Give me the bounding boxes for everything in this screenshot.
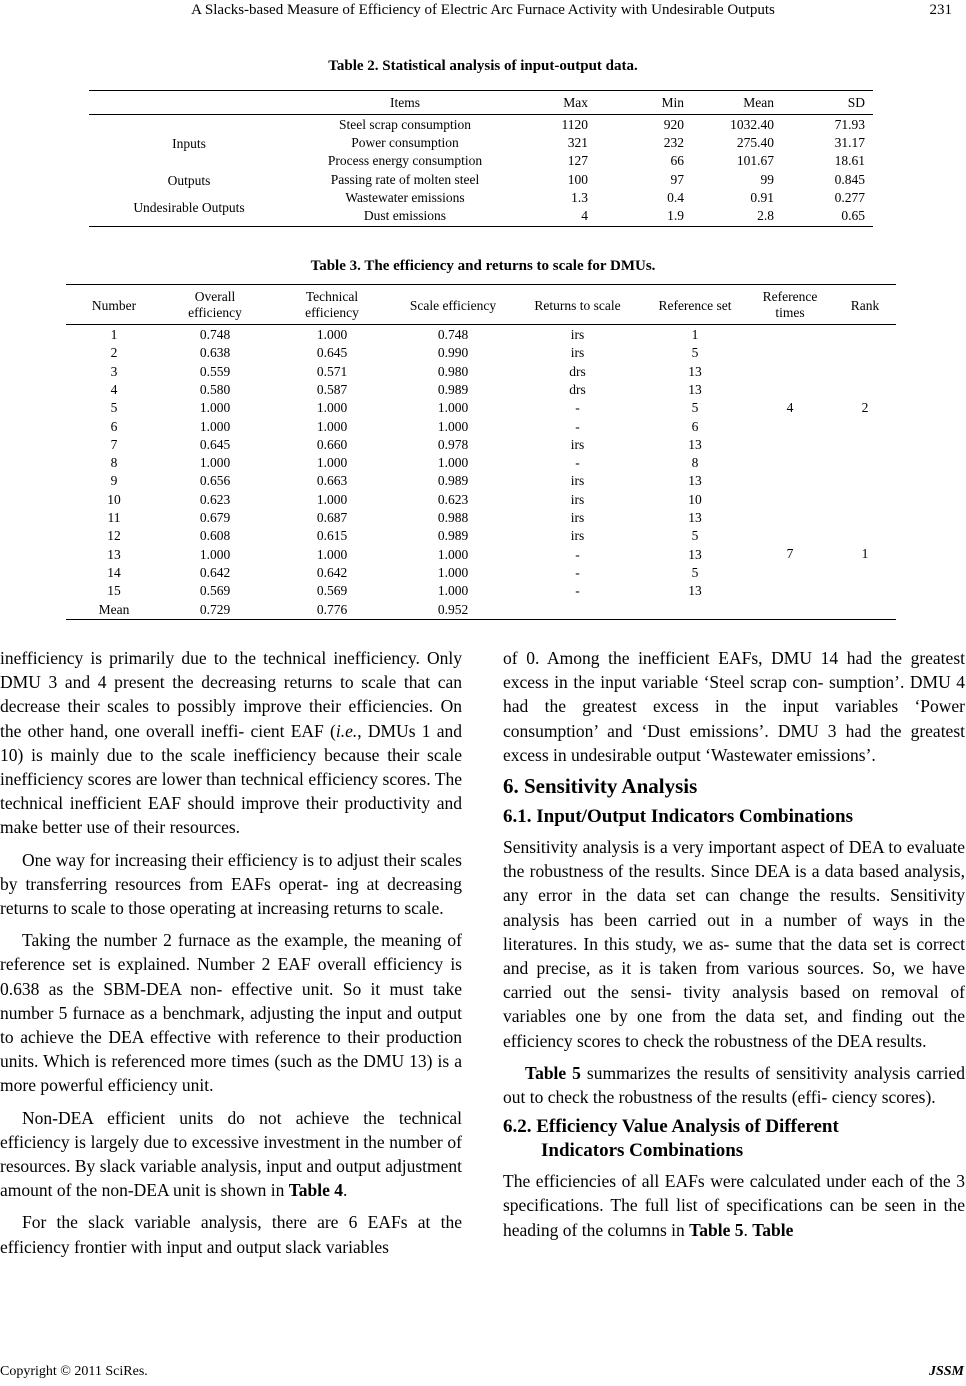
table3-scale: 0.990: [437, 345, 469, 361]
text: .: [343, 1180, 348, 1201]
table3-technical: 0.642: [316, 564, 348, 580]
table3-rts: irs: [570, 528, 585, 544]
table3-overall: 0.638: [199, 345, 231, 361]
table3-header-rts: Returns to scale: [534, 298, 621, 313]
table3-rank: 2: [861, 400, 869, 415]
table3-refset: 5: [691, 528, 699, 544]
table3-header-refset: Reference set: [658, 298, 732, 313]
section-heading: 6. Sensitivity Analysis: [503, 774, 698, 799]
left-paragraph-4: [0, 1106, 462, 1203]
table2-bottom-rule: [89, 226, 873, 227]
table3-scale: 0.989: [437, 473, 469, 489]
right-paragraph-2: Sensitivity analysis is a very important aspect of DEA to evaluate the robustness of the results. Since DEA is a data based analysis, any error in the data set can change the results. Sensitivity analysis has been carried out in a number of ways in the literatures. In this study, we as- sume that the data set is correct and precise, as it is taken from various sources. So, we have carried out the sensi- tivity analysis based on removal of variables one by one from the data set, and finding out the efficiency scores to check the robustness of the DEA results.: [503, 837, 965, 1051]
table3-overall: 0.559: [199, 363, 231, 379]
table3-rts: irs: [570, 327, 585, 342]
table3-technical: 0.615: [316, 528, 348, 544]
table2-mean: 1032.40: [730, 117, 774, 132]
left-paragraph-1: [0, 646, 462, 840]
table2-header-min: Min: [661, 95, 684, 110]
subsection-heading-6-2: [503, 1115, 965, 1163]
table3-technical: 0.587: [316, 381, 348, 397]
table3-overall: 0.642: [199, 564, 231, 580]
table2-sd: 18.61: [834, 153, 865, 168]
text: , DMUs 1 and 10) is mainly due to the scale inefficiency because their scale inefficiency scores are lower than technical efficiency scores. The technical inefficient EAF should improve their productivity and make better use of their resources.: [0, 720, 463, 838]
table3-header-number: Number: [91, 298, 137, 313]
table3-number: 1: [110, 327, 118, 342]
table3-header-technical-2: efficiency: [305, 305, 359, 320]
table3-header-overall: Overall: [194, 289, 236, 304]
table2-mean: 99: [760, 172, 774, 187]
table3-rts: -: [575, 546, 580, 562]
text: The efficiencies of all EAFs were calculated under each of the 3 specifications. The full list of specifications can be seen in the heading of the columns in: [503, 1171, 965, 1240]
table-reference: Table: [752, 1219, 794, 1240]
table3-overall: 1.000: [199, 546, 231, 562]
table-reference: Table 5: [525, 1062, 581, 1083]
table2-max: 100: [567, 172, 588, 187]
table3-number: 14: [107, 564, 121, 580]
table3-number: 12: [107, 528, 121, 544]
table3-scale: 0.952: [437, 601, 469, 617]
table2-header-rule: [89, 114, 873, 115]
table2-item: Wastewater emissions: [345, 190, 465, 205]
table3-number: 4: [110, 381, 118, 397]
table3-technical: 0.660: [316, 436, 348, 452]
subsection-heading-6-1: 6.1. Input/Output Indicators Combinations: [503, 806, 854, 828]
table2-max: 1120: [561, 117, 588, 132]
table2-group-outputs: Outputs: [167, 173, 211, 188]
table3-number: 7: [110, 436, 118, 452]
text: inefficiency is primarily due to the technical inefficiency. Only DMU 3 and 4 present the decreasing returns to scale that can decrease their scales to possibly improve their efficiencies. On the other hand, one overall ineffi- cient EAF (: [0, 648, 462, 741]
table3-rts: irs: [570, 473, 585, 489]
table2-item: Steel scrap consumption: [339, 117, 471, 132]
table3-header-rank: Rank: [850, 298, 880, 313]
table2-min: 66: [670, 153, 684, 168]
table3-overall: 0.748: [199, 327, 231, 342]
table3-technical: 1.000: [316, 455, 348, 471]
table3-refset: 13: [688, 381, 702, 397]
table3-scale: 0.988: [437, 510, 469, 525]
table3-refset: 5: [691, 345, 699, 361]
table3-refset: 8: [691, 455, 699, 471]
table3-rank: 1: [861, 546, 869, 561]
table2-header-items: Items: [390, 95, 420, 110]
table2-header-sd: SD: [847, 95, 865, 110]
table2-mean: 275.40: [736, 135, 774, 150]
table3-refset: 13: [688, 363, 702, 379]
table2-mean: 101.67: [736, 153, 774, 168]
table3-rts: -: [575, 418, 580, 434]
table3-scale: 1.000: [437, 418, 469, 434]
table2-sd: 0.65: [841, 208, 865, 223]
table3-number: 6: [110, 418, 118, 434]
left-column: [0, 646, 462, 1259]
table3-number: 13: [107, 546, 121, 562]
table3-number: 9: [110, 473, 118, 489]
table2-max: 1.3: [571, 190, 588, 205]
table3-number: 8: [110, 455, 118, 471]
table3-scale: 1.000: [437, 400, 469, 416]
right-paragraph-4: [503, 1169, 965, 1242]
table3-scale: 0.989: [437, 381, 469, 397]
table2-item: Passing rate of molten steel: [330, 172, 480, 187]
table3-header-rule: [66, 324, 896, 325]
table3-ref-times: 7: [786, 546, 794, 561]
table3-technical: 1.000: [316, 400, 348, 416]
table3-rts: drs: [569, 381, 586, 397]
table2-sd: 31.17: [834, 135, 865, 150]
table3-rts: -: [575, 400, 580, 416]
table3-rts: irs: [570, 510, 585, 525]
table3-scale: 0.989: [437, 528, 469, 544]
table3-scale: 0.748: [437, 327, 469, 342]
table3-overall: 0.729: [199, 601, 231, 617]
table3-overall: 0.608: [199, 528, 231, 544]
table3-refset: 13: [688, 546, 702, 562]
table3-scale: 1.000: [437, 546, 469, 562]
table3-refset: 1: [691, 327, 699, 342]
table2-header-mean: Mean: [743, 95, 774, 110]
table3-technical: 0.776: [316, 601, 348, 617]
table3-refset: 13: [688, 473, 702, 489]
table3-rts: -: [575, 455, 580, 471]
table3-technical: 0.663: [316, 473, 348, 489]
table2-item: Dust emissions: [363, 208, 447, 223]
table3-bottom-rule: [66, 619, 896, 620]
left-paragraph-3: Taking the number 2 furnace as the example, the meaning of reference set is explained. Number 2 EAF overall efficiency is 0.638 as the SBM-DEA non- effective unit. So it must take number 5 furnace as a benchmark, adjusting the input and output to achieve the DEA effective with reference to their production units. Which is referenced more times (such as the DMU 13) is a more powerful efficiency unit.: [0, 930, 462, 1096]
right-column: [503, 646, 965, 1242]
table3-scale: 0.980: [437, 363, 469, 379]
table2-sd: 71.93: [834, 117, 865, 132]
text-italic: i.e.: [335, 720, 358, 741]
table3-scale: 1.000: [437, 455, 469, 471]
table3-technical: 1.000: [316, 546, 348, 562]
table3-rts: -: [575, 583, 580, 599]
table3-header-technical: Technical: [305, 289, 359, 304]
table3-overall: 0.679: [199, 510, 231, 525]
table3-overall: 0.656: [199, 473, 231, 489]
right-paragraph-3: [503, 1061, 965, 1109]
table2-item: Process energy consumption: [327, 153, 483, 168]
table2-min: 920: [663, 117, 684, 132]
table3-refset: 5: [691, 564, 699, 580]
table2-caption: Table 2. Statistical analysis of input-output data.: [328, 58, 638, 74]
table3-overall: 1.000: [199, 400, 231, 416]
table3-number: 15: [107, 583, 121, 599]
table2-min: 1.9: [667, 208, 684, 223]
table3-rts: -: [575, 564, 580, 580]
table3-scale: 1.000: [437, 564, 469, 580]
table3-refset: 13: [688, 510, 702, 525]
table3-technical: 0.571: [316, 363, 348, 379]
table3-rts: irs: [570, 491, 585, 507]
heading-line: Indicators Combinations: [541, 1140, 744, 1162]
table3-overall: 0.623: [199, 491, 231, 507]
table3-top-rule: [66, 284, 896, 285]
table2-max: 4: [581, 208, 588, 223]
table3-ref-times: 4: [786, 400, 794, 415]
table3-rts: drs: [569, 363, 586, 379]
running-header-title: A Slacks-based Measure of Efficiency of Electric Arc Furnace Activity with Undesirable Outputs: [191, 2, 775, 18]
left-paragraph-2: One way for increasing their efficiency is to adjust their scales by transferring resources from EAFs operat- ing at decreasing returns to scale to those operating at increasing returns to scale.: [0, 849, 462, 919]
table3-overall: 0.645: [199, 436, 231, 452]
table2-mean: 0.91: [750, 190, 774, 205]
table2-min: 232: [663, 135, 684, 150]
table3-number: 2: [110, 345, 118, 361]
left-paragraph-5: For the slack variable analysis, there are 6 EAFs at the efficiency frontier with input and output slack variables: [0, 1212, 462, 1257]
table3-overall: 1.000: [199, 455, 231, 471]
table3-technical: 0.687: [316, 510, 348, 525]
table3-rts: irs: [570, 436, 585, 452]
table3-refset: 10: [688, 491, 702, 507]
table2-top-rule: [89, 90, 873, 91]
table3-overall: 0.569: [199, 583, 231, 599]
page-number: 231: [929, 2, 952, 18]
table2-min: 97: [670, 172, 684, 187]
table3-refset: 6: [691, 418, 699, 434]
table3-rts: irs: [570, 345, 585, 361]
table3-scale: 0.978: [437, 436, 469, 452]
table3-number: Mean: [98, 601, 130, 617]
table2-max: 127: [567, 153, 588, 168]
table2-item: Power consumption: [351, 135, 459, 150]
table3-refset: 13: [688, 436, 702, 452]
footer-copyright: Copyright © 2011 SciRes.: [0, 1364, 148, 1379]
table2-mean: 2.8: [757, 208, 774, 223]
table3-number: 10: [107, 491, 121, 507]
table2-sd: 0.277: [834, 190, 865, 205]
table-reference: Table 5: [689, 1219, 744, 1240]
table3-header-overall-2: efficiency: [188, 305, 242, 320]
footer-journal: JSSM: [928, 1364, 964, 1379]
table-reference: Table 4: [288, 1180, 344, 1201]
table3-overall: 0.580: [199, 381, 231, 397]
table3-number: 3: [110, 363, 118, 379]
table3-number: 11: [107, 510, 121, 525]
text: .: [743, 1219, 753, 1240]
table3-header-reftimes: Reference: [762, 289, 818, 304]
table2-min: 0.4: [667, 190, 684, 205]
text: summarizes the results of sensitivity analysis carried out to check the robustness of the results (effi- ciency scores).: [503, 1062, 965, 1108]
text: Non-DEA efficient units do not achieve the technical efficiency is largely due to excessive investment in the number of resources. By slack variable analysis, input and output adjustment amount of the non-DEA unit is shown in: [0, 1107, 462, 1201]
table3-scale: 0.623: [437, 491, 469, 507]
table3-header-reftimes-2: times: [775, 305, 805, 320]
table2-sd: 0.845: [834, 172, 865, 187]
table2-header-max: Max: [563, 95, 588, 110]
table3-number: 5: [110, 400, 118, 416]
table2-group-inputs: Inputs: [172, 136, 206, 151]
table2-max: 321: [567, 135, 588, 150]
table3-technical: 1.000: [316, 418, 348, 434]
table3-scale: 1.000: [437, 583, 469, 599]
table3-refset: 13: [688, 583, 702, 599]
heading-line: 6.2. Efficiency Value Analysis of Different: [503, 1116, 839, 1138]
table3-overall: 1.000: [199, 418, 231, 434]
table3-technical: 0.645: [316, 345, 348, 361]
table3-technical: 1.000: [316, 327, 348, 342]
table3-technical: 1.000: [316, 491, 348, 507]
table3-technical: 0.569: [316, 583, 348, 599]
right-paragraph-1: of 0. Among the inefficient EAFs, DMU 14 had the greatest excess in the input variable ‘Steel scrap con- sumption’. DMU 4 had the greatest excess in the input variables ‘Power consumption’ and ‘Dust emissions’. DMU 3 had the greatest excess in undesirable output ‘Wastewater emissions’.: [503, 648, 965, 765]
table3-header-scale: Scale efficiency: [409, 298, 497, 313]
table3-caption: Table 3. The efficiency and returns to scale for DMUs.: [310, 258, 656, 274]
table3-refset: 5: [691, 400, 699, 416]
table2-group-undesirable: Undesirable Outputs: [133, 200, 245, 215]
